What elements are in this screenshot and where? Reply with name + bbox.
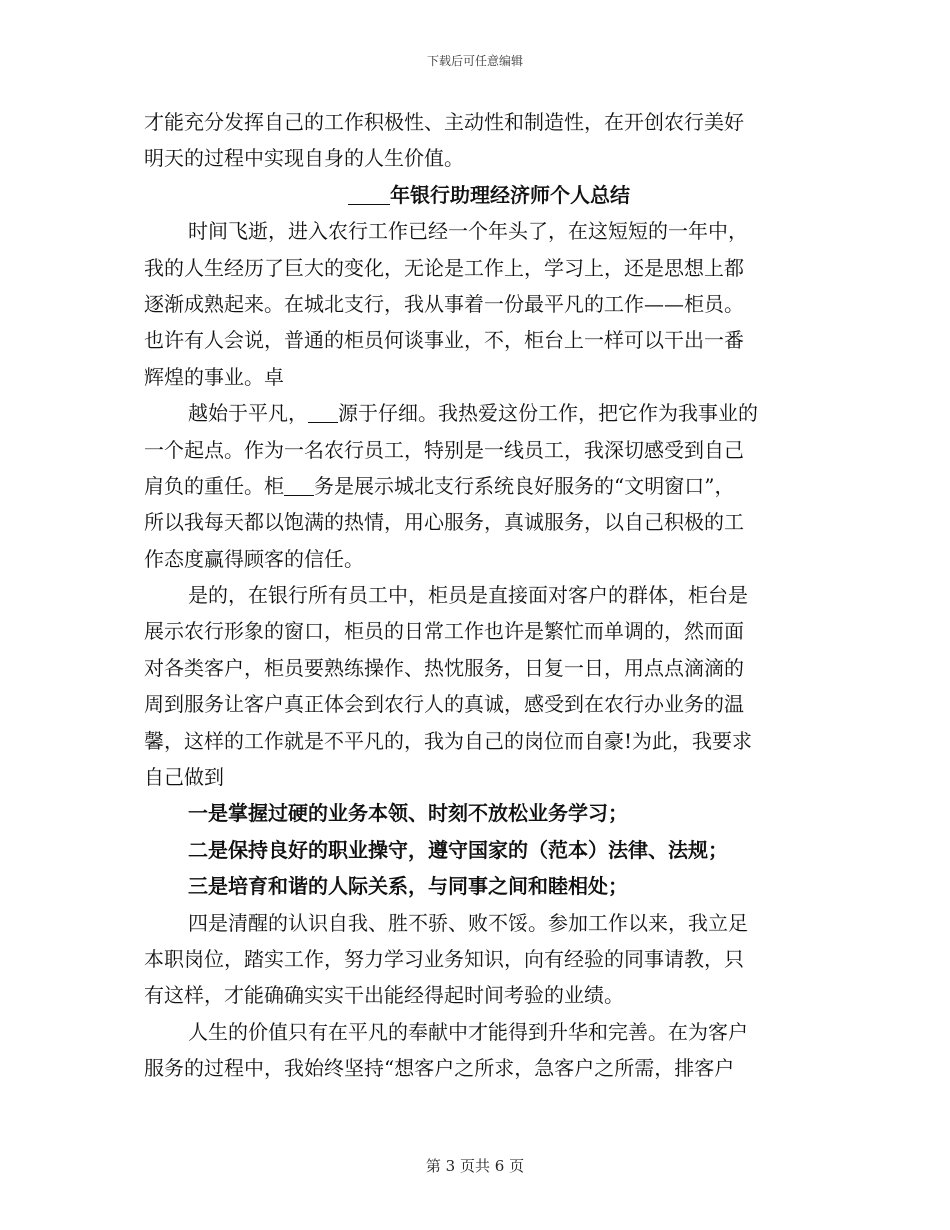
blank-underline (308, 402, 338, 423)
page-footer: 第 3 页共 6 页 (425, 1157, 525, 1175)
line-text: 越始于平凡， (188, 401, 308, 426)
blank-underline (284, 475, 314, 496)
line-text: 务是展示城北支行系统良好服务的“文明窗口”， (314, 473, 735, 498)
bold-list-item: 一是掌握过硬的业务本领、时刻不放松业务学习； (188, 801, 628, 826)
paragraph-line: 周到服务让客户真正体会到农行人的真诚，感受到在农行办业务的温 (144, 692, 744, 717)
paragraph-line: 对各类客户，柜员要熟练操作、热忱服务，日复一日，用点点滴滴的 (144, 655, 744, 680)
line-text: 肩负的重任。柜 (144, 473, 284, 498)
page-header: 下载后可任意编辑 (426, 54, 523, 68)
paragraph-line: 明天的过程中实现自身的人生价值。 (144, 146, 464, 171)
bold-list-item: 二是保持良好的职业操守，遵守国家的（范本）法律、法规； (188, 837, 728, 862)
paragraph-line: 自己做到 (144, 765, 224, 790)
paragraph-line: 作态度赢得顾客的信任。 (144, 546, 364, 571)
section-title-text: 年银行助理经济师个人总结 (390, 182, 630, 207)
paragraph-line: 一个起点。作为一名农行员工，特别是一线员工，我深切感受到自己 (144, 437, 744, 462)
paragraph-line: 四是清醒的认识自我、胜不骄、败不馁。参加工作以来，我立足 (188, 910, 748, 935)
paragraph-line: 我的人生经历了巨大的变化，无论是工作上，学习上，还是思想上都 (144, 255, 744, 280)
paragraph-line: 辉煌的事业。卓 (144, 364, 284, 389)
paragraph-line: 展示农行形象的窗口，柜员的日常工作也许是繁忙而单调的，然而面 (144, 619, 744, 644)
paragraph-line: 逐渐成熟起来。在城北支行，我从事着一份最平凡的工作——柜员。 (144, 291, 744, 316)
paragraph-line: 人生的价值只有在平凡的奉献中才能得到升华和完善。在为客户 (188, 1019, 748, 1044)
paragraph-line: 有这样，才能确确实实干出能经得起时间考验的业绩。 (144, 983, 624, 1008)
paragraph-line: 也许有人会说，普通的柜员何谈事业，不，柜台上一样可以干出一番 (144, 328, 744, 353)
paragraph-line: 才能充分发挥自己的工作积极性、主动性和制造性，在开创农行美好 (144, 110, 744, 134)
paragraph-line (144, 395, 814, 431)
line-text: 源于仔细。我热爱这份工作，把它作为我事业的 (338, 401, 758, 426)
paragraph-line: 时间飞逝，进入农行工作已经一个年头了，在这短短的一年中， (188, 219, 748, 244)
section-title (144, 177, 814, 213)
bold-list-item: 三是培育和谐的人际关系，与同事之间和睦相处； (188, 874, 628, 899)
paragraph-line: 是的，在银行所有员工中，柜员是直接面对客户的群体，柜台是 (188, 583, 748, 608)
paragraph-line: 馨，这样的工作就是不平凡的，我为自己的岗位而自豪!为此，我要求 (144, 728, 753, 753)
document-body (144, 104, 814, 1087)
paragraph-line: 所以我每天都以饱满的热情，用心服务，真诚服务，以自己积极的工 (144, 510, 744, 535)
blank-underline (348, 184, 390, 205)
paragraph-line: 本职岗位，踏实工作，努力学习业务知识，向有经验的同事请教，只 (144, 946, 744, 971)
paragraph-line (144, 468, 814, 504)
paragraph-line: 服务的过程中，我始终坚持“想客户之所求，急客户之所需，排客户 (144, 1056, 735, 1081)
